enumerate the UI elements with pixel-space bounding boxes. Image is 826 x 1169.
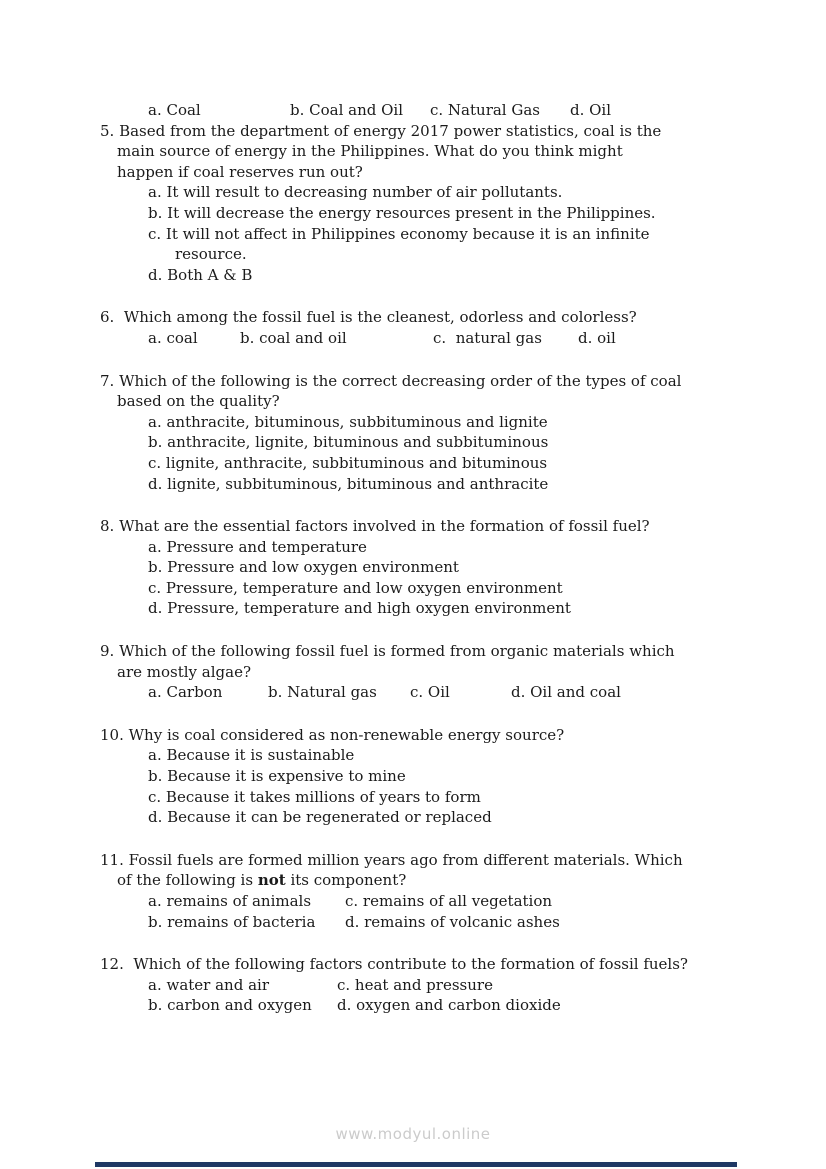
question-6-options-row — [148, 328, 760, 349]
option-b: b. It will decrease the energy resources present in the Philippines. — [148, 203, 656, 222]
option-a: a. It will result to decreasing number of air pollutants. — [148, 183, 563, 202]
question-12-options-row-1 — [148, 975, 760, 996]
option-d: d. Oil and coal — [511, 683, 621, 702]
option-a: a. Pressure and temperature — [148, 537, 367, 556]
quiz-content — [100, 100, 760, 1016]
option-c: c. Natural Gas — [430, 101, 540, 119]
option-a: a. remains of animals — [148, 892, 312, 910]
option-d: d. Because it can be regenerated or replaced — [148, 808, 492, 827]
footer-watermark: www.modyul.online — [335, 1125, 491, 1143]
option-c: c. It will not affect in Philippines economy because it is an infinite — [148, 224, 650, 243]
option-d: d. lignite, subbituminous, bituminous and anthracite — [148, 474, 549, 493]
question-text — [117, 870, 760, 891]
option-a: a. coal — [148, 328, 198, 347]
option-c: c. lignite, anthracite, subbituminous and bituminous — [148, 453, 548, 472]
question-text: 8. What are the essential factors involved in the formation of fossil fuel? — [100, 517, 650, 536]
option-d: d. remains of volcanic ashes — [345, 912, 560, 931]
option-b: b. remains of bacteria — [148, 912, 316, 931]
question-text: 11. Fossil fuels are formed million years ago from different materials. Which — [100, 850, 683, 869]
question-text: main source of energy in the Philippines. What do you think might — [117, 142, 623, 161]
option-c: c. Oil — [410, 683, 450, 702]
option-c-continuation: resource. — [175, 245, 247, 264]
option-b: b. coal and oil — [240, 328, 347, 347]
option-a: a. Carbon — [148, 683, 223, 702]
option-a: a. Because it is sustainable — [148, 746, 355, 765]
option-c: c. Pressure, temperature and low oxygen environment — [148, 578, 563, 597]
option-a: a. Coal — [148, 101, 201, 119]
question-text: 10. Why is coal considered as non-renewable energy source? — [100, 725, 565, 744]
question-5 — [100, 121, 760, 286]
question-11-options-row-2 — [148, 912, 760, 933]
question-text: are mostly algae? — [117, 662, 251, 681]
question-text: 6. Which among the fossil fuel is the cleanest, odorless and colorless? — [100, 308, 637, 327]
question-text: based on the quality? — [117, 392, 280, 411]
option-a: a. water and air — [148, 975, 269, 994]
option-c: c. Because it takes millions of years to form — [148, 787, 481, 806]
question-text: happen if coal reserves run out? — [117, 162, 363, 181]
option-b: b. Natural gas — [268, 683, 377, 702]
question-text: 7. Which of the following is the correct decreasing order of the types of coal — [100, 371, 682, 390]
option-c: c. natural gas — [433, 328, 542, 347]
question-text-bold: not — [257, 871, 286, 890]
question-9 — [100, 641, 760, 703]
question-12 — [100, 954, 760, 1016]
question-text: 12. Which of the following factors contribute to the formation of fossil fuels? — [100, 955, 688, 974]
question-8 — [100, 516, 760, 619]
option-b: b. carbon and oxygen — [148, 996, 312, 1015]
option-b: b. Because it is expensive to mine — [148, 767, 406, 786]
question-6 — [100, 307, 760, 348]
footer-accent-bar — [95, 1162, 737, 1167]
question-text-part: of the following is — [117, 871, 258, 890]
question-10 — [100, 725, 760, 828]
option-d: d. oil — [578, 328, 616, 347]
question-12-options-row-2 — [148, 995, 760, 1016]
question-text: 5. Based from the department of energy 2017 power statistics, coal is the — [100, 121, 662, 140]
question-7 — [100, 371, 760, 495]
question-9-options-row — [148, 682, 760, 703]
question-text-part: its component? — [285, 871, 407, 890]
option-d: d. Both A & B — [148, 265, 253, 284]
question-4-options-row — [148, 100, 760, 121]
option-d: d. Oil — [570, 101, 612, 119]
option-b: b. anthracite, lignite, bituminous and subbituminous — [148, 433, 549, 452]
question-11-options-row-1 — [148, 891, 760, 912]
question-11 — [100, 850, 760, 932]
option-b: b. Coal and Oil — [290, 101, 404, 119]
option-c: c. heat and pressure — [337, 975, 493, 994]
option-d: d. Pressure, temperature and high oxygen environment — [148, 599, 571, 618]
option-d: d. oxygen and carbon dioxide — [337, 996, 561, 1015]
option-b: b. Pressure and low oxygen environment — [148, 558, 459, 577]
option-c: c. remains of all vegetation — [345, 892, 553, 910]
question-text: 9. Which of the following fossil fuel is formed from organic materials which — [100, 642, 675, 661]
option-a: a. anthracite, bituminous, subbituminous and lignite — [148, 412, 548, 431]
